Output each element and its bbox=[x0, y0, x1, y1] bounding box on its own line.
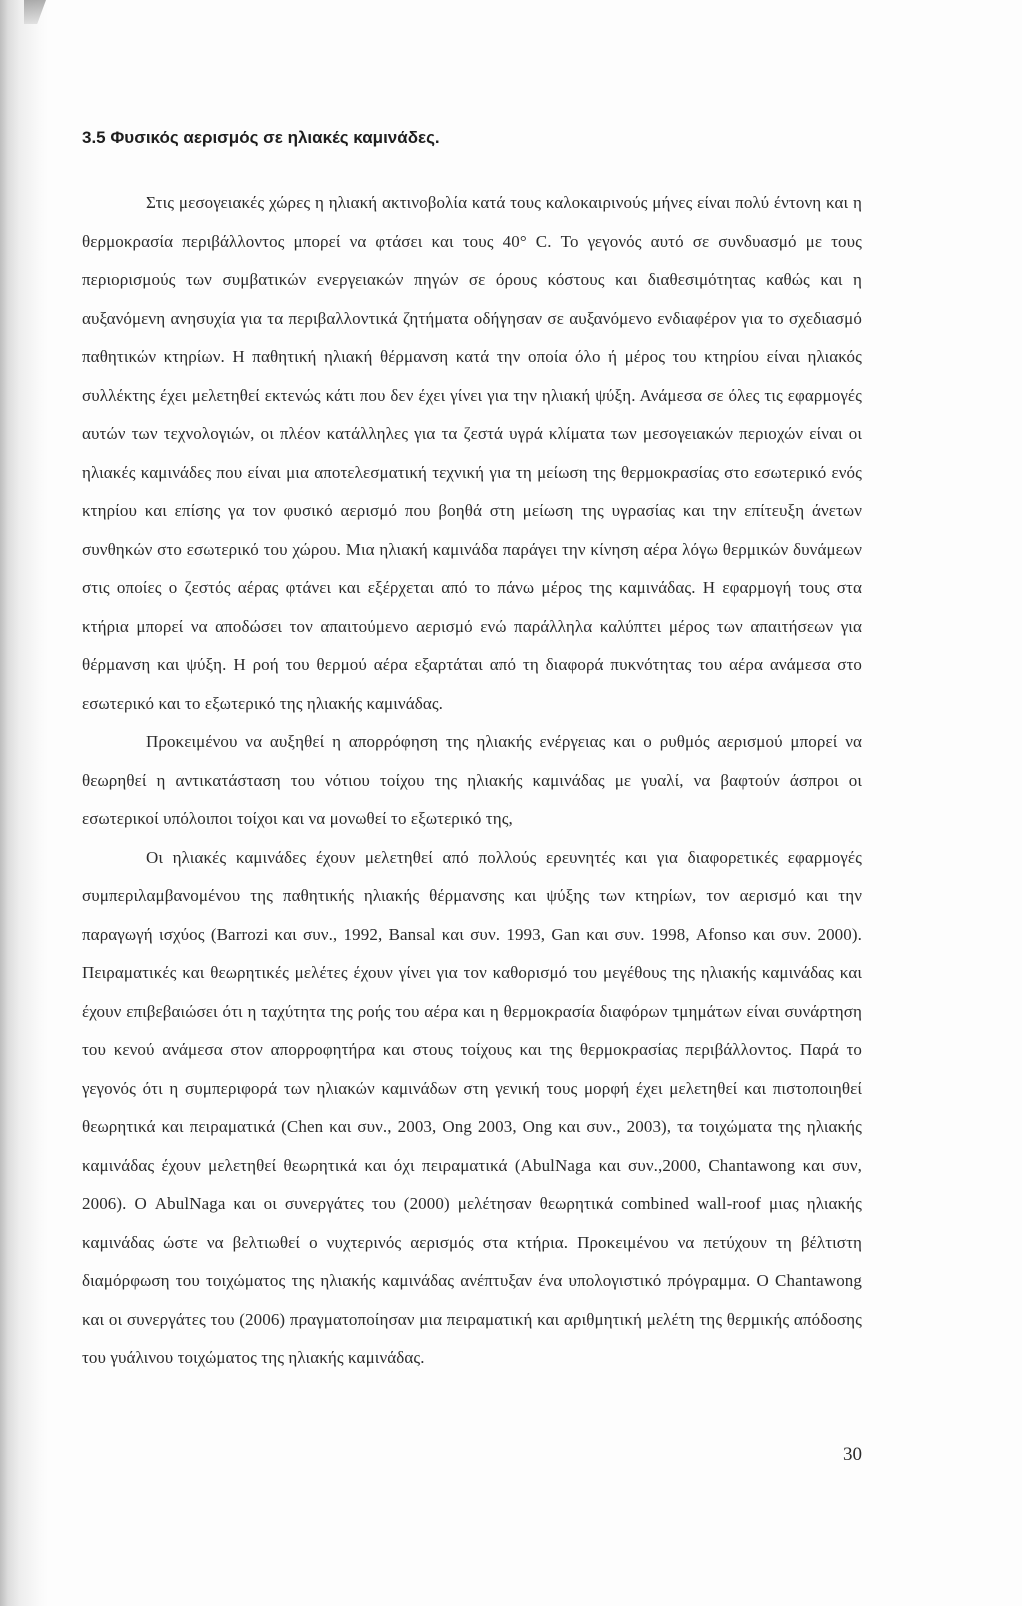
section-title: 3.5 Φυσικός αερισμός σε ηλιακές καμινάδες. bbox=[82, 128, 440, 147]
paragraph-1: Στις μεσογειακές χώρες η ηλιακή ακτινοβολία κατά τους καλοκαιρινούς μήνες είναι πολύ έντονη και η θερμοκρασία περιβάλλοντος μπορεί να φτάσει και τους 40° C. Το γεγονός αυτό σε συνδυασμό με τους περιορισμούς των συμβατικών ενεργειακών πηγών σε όρους κόστους και διαθεσιμότητας καθώς και η αυξανόμενη ανησυχία για τα περιβαλλοντικά ζητήματα οδήγησαν σε αυξανόμενο ενδιαφέρον για το σχεδιασμό παθητικών κτηρίων. Η παθητική ηλιακή θέρμανση κατά την οποία όλο ή μέρος του κτηρίου είναι ηλιακός συλλέκτης έχει μελετηθεί εκτενώς κάτι που δεν έχει γίνει για την ηλιακή ψύξη. Ανάμεσα σε όλες τις εφαρμογές αυτών των τεχνολογιών, οι πλέον κατάλληλες για τα ζεστά υγρά κλίματα των μεσογειακών περιοχών είναι οι ηλιακές καμινάδες που είναι μια αποτελεσματική τεχνική για τη μείωση της θερμοκρασίας στο εσωτερικό ενός κτηρίου και επίσης γα τον φυσικό αερισμό που βοηθά στη μείωση της υγρασίας και την επίτευξη άνετων συνθηκών στο εσωτερικό του χώρου. Μια ηλιακή καμινάδα παράγει την κίνηση αέρα λόγω θερμικών δυνάμεων στις οποίες ο ζεστός αέρας φτάνει και εξέρχεται από το πάνω μέρος της καμινάδας. Η εφαρμογή τους στα κτήρια μπορεί να αποδώσει τον απαιτούμενο αερισμό ενώ παράλληλα καλύπτει μέρος των απαιτήσεων για θέρμανση και ψύξη. Η ροή του θερμού αέρα εξαρτάται από τη διαφορά πυκνότητας του αέρα ανάμεσα στο εσωτερικό και το εξωτερικό της ηλιακής καμινάδας. bbox=[82, 193, 862, 713]
page-number: 30 bbox=[843, 1444, 862, 1465]
page-content bbox=[82, 118, 862, 1378]
scan-edge-shadow bbox=[0, 0, 48, 1606]
paragraph-3: Οι ηλιακές καμινάδες έχουν μελετηθεί από πολλούς ερευνητές και για διαφορετικές εφαρμογές συμπεριλαμβανομένου της παθητικής ηλιακής θέρμανσης και ψύξης των κτηρίων, τον αερισμό και την παραγωγή ισχύος (Barrozi και συν., 1992, Bansal και συν. 1993, Gan και συν. 1998, Afonso και συν. 2000). Πειραματικές και θεωρητικές μελέτες έχουν γίνει για τον καθορισμό του μεγέθους της ηλιακής καμινάδας και έχουν επιβεβαιώσει ότι η ταχύτητα της ροής του αέρα και η θερμοκρασία διαφόρων τμημάτων είναι συνάρτηση του κενού ανάμεσα στον απορροφητήρα και στους τοίχους και της θερμοκρασίας περιβάλλοντος. Παρά το γεγονός ότι η συμπεριφορά των ηλιακών καμινάδων στη γενική τους μορφή έχει μελετηθεί και πιστοποιηθεί θεωρητικά και πειραματικά (Chen και συν., 2003, Ong 2003, Ong και συν., 2003), τα τοιχώματα της ηλιακής καμινάδας έχουν μελετηθεί θεωρητικά και όχι πειραματικά (AbulNaga και συν.,2000, Chantawong και συν, 2006). Ο AbulNaga και οι συνεργάτες του (2000) μελέτησαν θεωρητικά combined wall-roof μιας ηλιακής καμινάδας ώστε να βελτιωθεί ο νυχτερινός αερισμός στα κτήρια. Προκειμένου να πετύχουν τη βέλτιστη διαμόρφωση του τοιχώματος της ηλιακής καμινάδας ανέπτυξαν ένα υπολογιστικό πρόγραμμα. Ο Chantawong και οι συνεργάτες του (2006) πραγματοποίησαν μια πειραματική και αριθμητική μελέτη της θερμικής απόδοσης του γυάλινου τοιχώματος της ηλιακής καμινάδας. bbox=[82, 847, 862, 1367]
paragraph-2: Προκειμένου να αυξηθεί η απορρόφηση της ηλιακής ενέργειας και ο ρυθμός αερισμού μπορεί να θεωρηθεί η αντικατάσταση του νότιου τοίχου της ηλιακής καμινάδας με γυαλί, να βαφτούν άσπροι οι εσωτερικοί υπόλοιποι τοίχοι και να μονωθεί το εξωτερικό της, bbox=[82, 732, 862, 828]
